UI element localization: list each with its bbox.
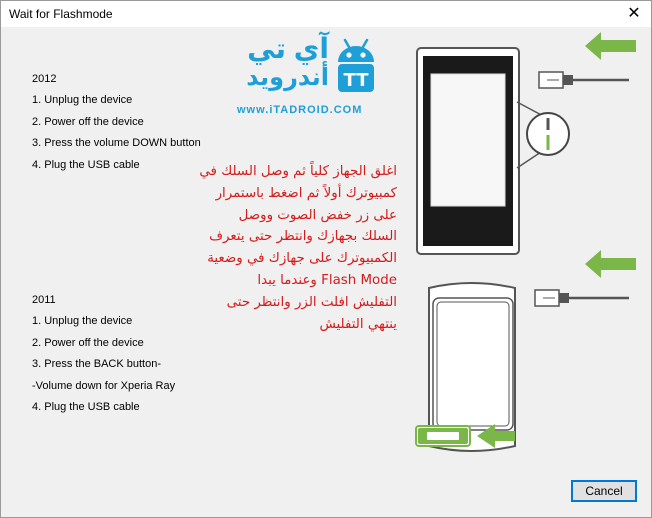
arabic-line: التفليش افلت الزر وانتظر حتى — [226, 294, 397, 310]
arrow-left-icon — [585, 32, 636, 60]
step-item: 2. Power off the device — [32, 336, 144, 349]
title-bar — [1, 1, 651, 27]
watermark-logo — [233, 34, 383, 122]
svg-text:TT: TT — [343, 70, 369, 91]
arabic-instructions — [161, 161, 397, 335]
logo-arabic-top: آي تي — [247, 33, 329, 64]
step-item: 2. Power off the device — [32, 115, 144, 128]
step-item: 3. Press the BACK button- — [32, 358, 162, 370]
arabic-line: السلك بجهازك وانتظر حتى يتعرف — [209, 229, 397, 245]
step-item: 4. Plug the USB cable — [32, 401, 140, 413]
logo-english: www.iTADROID.COM — [237, 104, 363, 116]
step-item: 4. Plug the USB cable — [32, 158, 140, 171]
device-illustrations — [411, 26, 643, 476]
step-item: 1. Unplug the device — [32, 315, 133, 327]
arabic-line: ينتهي التفليش — [319, 316, 397, 332]
year-label-2012: 2012 — [32, 73, 57, 85]
step-item: -Volume down for Xperia Ray — [32, 379, 176, 392]
arabic-line: الكمبيوترك على جهازك في وضعية — [207, 251, 397, 267]
arabic-line: على زر خفض الصوت ووصل — [238, 207, 397, 223]
logo-arabic-bottom: أندرويد — [246, 64, 329, 91]
cancel-button[interactable]: Cancel — [571, 480, 637, 502]
android-robot-icon — [333, 36, 379, 96]
phone-2011-illustration — [416, 250, 636, 451]
instructions-2011 — [32, 293, 175, 422]
year-label-2011: 2011 — [32, 294, 56, 306]
close-icon[interactable]: ✕ — [627, 5, 641, 22]
arabic-line: كمبيوترك أولاً ثم اضغط باستمرار — [215, 185, 397, 201]
phone-2012-illustration — [417, 32, 636, 254]
arrow-left-icon — [585, 250, 636, 278]
step-item: 3. Press the volume DOWN button — [32, 137, 201, 149]
arabic-line: اغلق الجهاز كلياً ثم وصل السلك في — [199, 164, 397, 179]
arabic-line: Flash Mode وعندما يبدا — [257, 272, 397, 288]
step-item: 1. Unplug the device — [32, 94, 133, 106]
window-title: Wait for Flashmode — [9, 7, 113, 21]
